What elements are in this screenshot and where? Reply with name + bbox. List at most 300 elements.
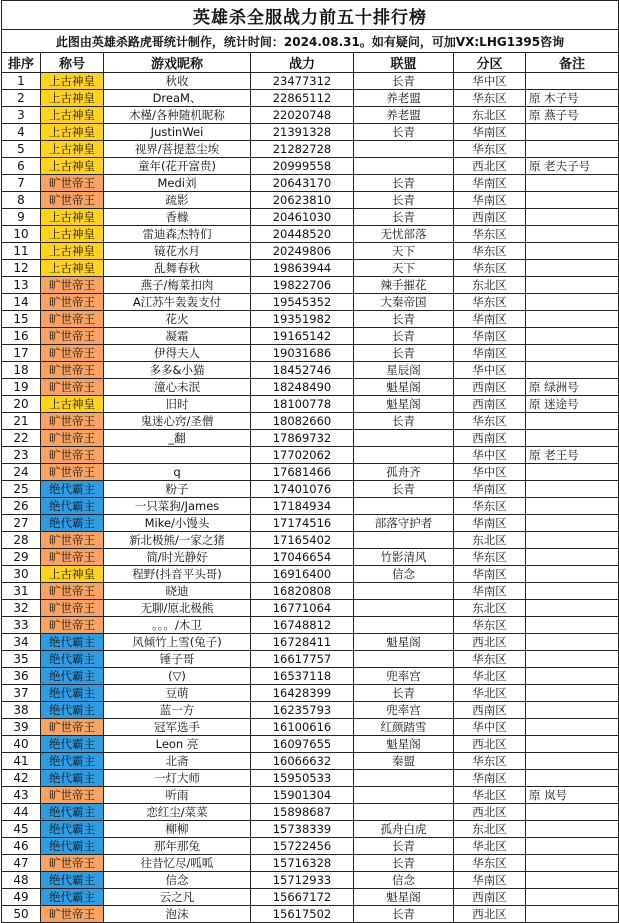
header-league: 联盟	[354, 53, 454, 73]
zone-cell: 华南区	[454, 175, 526, 192]
league-cell: 养老盟	[354, 107, 454, 124]
power-cell: 19031686	[251, 345, 354, 362]
zone-cell: 西南区	[454, 379, 526, 396]
note-cell	[526, 872, 619, 889]
rank-cell: 28	[2, 532, 41, 549]
rank-cell: 34	[2, 634, 41, 651]
rank-cell: 23	[2, 447, 41, 464]
table-row	[2, 566, 619, 583]
nickname-cell: DreaM、	[104, 90, 251, 107]
league-cell: 长青	[354, 413, 454, 430]
power-cell: 16097655	[251, 736, 354, 753]
nickname-cell: 恋红尘/菜菜	[104, 804, 251, 821]
power-cell: 20643170	[251, 175, 354, 192]
league-cell	[354, 651, 454, 668]
note-cell	[526, 685, 619, 702]
table-row	[2, 345, 619, 362]
title-badge: 绝代霸主	[41, 481, 104, 498]
nickname-cell: 旧时	[104, 396, 251, 413]
nickname-cell: 简/时光静好	[104, 549, 251, 566]
power-cell: 16428399	[251, 685, 354, 702]
table-row	[2, 464, 619, 481]
nickname-cell: 程野(抖音平头哥)	[104, 566, 251, 583]
league-cell: 长青	[354, 311, 454, 328]
power-cell: 15617502	[251, 906, 354, 923]
table-row	[2, 872, 619, 889]
note-cell	[526, 566, 619, 583]
nickname-cell: 晓迪	[104, 583, 251, 600]
nickname-cell: 一只菜狗/James	[104, 498, 251, 515]
zone-cell: 华东区	[454, 141, 526, 158]
table-row	[2, 889, 619, 906]
rank-cell: 37	[2, 685, 41, 702]
note-cell	[526, 175, 619, 192]
note-cell	[526, 583, 619, 600]
note-cell	[526, 753, 619, 770]
rank-cell: 41	[2, 753, 41, 770]
power-cell: 15898687	[251, 804, 354, 821]
rank-cell: 39	[2, 719, 41, 736]
zone-cell: 东北区	[454, 532, 526, 549]
table-row	[2, 277, 619, 294]
rank-cell: 21	[2, 413, 41, 430]
table-row	[2, 736, 619, 753]
zone-cell: 华东区	[454, 294, 526, 311]
table-row	[2, 481, 619, 498]
zone-cell: 华北区	[454, 787, 526, 804]
power-cell: 20461030	[251, 209, 354, 226]
zone-cell: 华南区	[454, 124, 526, 141]
league-cell	[354, 583, 454, 600]
title-badge: 上古神皇	[41, 158, 104, 175]
title-badge: 上古神皇	[41, 226, 104, 243]
zone-cell: 西北区	[454, 804, 526, 821]
note-cell	[526, 617, 619, 634]
header-note: 备注	[526, 53, 619, 73]
rank-cell: 27	[2, 515, 41, 532]
table-row	[2, 175, 619, 192]
power-cell: 17401076	[251, 481, 354, 498]
power-cell: 16235793	[251, 702, 354, 719]
power-cell: 18248490	[251, 379, 354, 396]
title-badge: 旷世帝王	[41, 464, 104, 481]
nickname-cell: 柳柳	[104, 821, 251, 838]
nickname-cell: 豆萌	[104, 685, 251, 702]
nickname-cell: 童年(花开富贵)	[104, 158, 251, 175]
nickname-cell: 泡沫	[104, 906, 251, 923]
page-title: 英雄杀全服战力前五十排行榜	[2, 1, 619, 30]
power-cell: 16771064	[251, 600, 354, 617]
zone-cell: 华东区	[454, 413, 526, 430]
zone-cell: 西南区	[454, 430, 526, 447]
note-cell	[526, 515, 619, 532]
note-cell	[526, 464, 619, 481]
league-cell: 长青	[354, 906, 454, 923]
rank-cell: 3	[2, 107, 41, 124]
table-row	[2, 583, 619, 600]
zone-cell: 华东区	[454, 90, 526, 107]
title-badge: 上古神皇	[41, 107, 104, 124]
note-cell	[526, 481, 619, 498]
nickname-cell: 视界/菩提惹尘埃	[104, 141, 251, 158]
nickname-cell: 多多&小猫	[104, 362, 251, 379]
zone-cell: 华南区	[454, 481, 526, 498]
zone-cell: 华南区	[454, 583, 526, 600]
nickname-cell: 乱舞春秋	[104, 260, 251, 277]
title-badge: 绝代霸主	[41, 702, 104, 719]
title-badge: 旷世帝王	[41, 362, 104, 379]
rank-cell: 11	[2, 243, 41, 260]
league-cell: 部落守护者	[354, 515, 454, 532]
nickname-cell: 无聊/原北极熊	[104, 600, 251, 617]
zone-cell: 华中区	[454, 362, 526, 379]
table-row	[2, 413, 619, 430]
note-cell: 原 老夫子号	[526, 158, 619, 175]
title-badge: 上古神皇	[41, 209, 104, 226]
power-cell: 22865112	[251, 90, 354, 107]
title-badge: 绝代霸主	[41, 889, 104, 906]
title-badge: 绝代霸主	[41, 515, 104, 532]
power-cell: 16617757	[251, 651, 354, 668]
power-cell: 16537118	[251, 668, 354, 685]
league-cell	[354, 532, 454, 549]
power-cell: 17681466	[251, 464, 354, 481]
league-cell: 大秦帝国	[354, 294, 454, 311]
note-cell	[526, 600, 619, 617]
note-cell: 原 木子号	[526, 90, 619, 107]
title-badge: 绝代霸主	[41, 838, 104, 855]
rank-cell: 17	[2, 345, 41, 362]
league-cell: 兜率宫	[354, 702, 454, 719]
title-badge: 上古神皇	[41, 141, 104, 158]
title-badge: 绝代霸主	[41, 872, 104, 889]
table-row	[2, 753, 619, 770]
nickname-cell: 镜花水月	[104, 243, 251, 260]
rank-cell: 8	[2, 192, 41, 209]
nickname-cell: Medi刘	[104, 175, 251, 192]
league-cell: 长青	[354, 192, 454, 209]
nickname-cell: 北斋	[104, 753, 251, 770]
zone-cell: 华东区	[454, 753, 526, 770]
nickname-cell: 花火	[104, 311, 251, 328]
rank-cell: 12	[2, 260, 41, 277]
zone-cell: 华东区	[454, 855, 526, 872]
power-cell: 15712933	[251, 872, 354, 889]
power-cell: 22020748	[251, 107, 354, 124]
table-row	[2, 498, 619, 515]
note-cell: 原 燕子号	[526, 107, 619, 124]
table-row	[2, 770, 619, 787]
power-cell: 20448520	[251, 226, 354, 243]
league-cell: 长青	[354, 73, 454, 90]
rank-cell: 33	[2, 617, 41, 634]
zone-cell: 华北区	[454, 838, 526, 855]
table-row	[2, 447, 619, 464]
note-cell	[526, 736, 619, 753]
title-badge: 旷世帝王	[41, 719, 104, 736]
league-cell: 星辰阁	[354, 362, 454, 379]
league-cell: 魁星阁	[354, 736, 454, 753]
power-cell: 15950533	[251, 770, 354, 787]
power-cell: 16748812	[251, 617, 354, 634]
table-row	[2, 158, 619, 175]
power-cell: 20249806	[251, 243, 354, 260]
power-cell: 17174516	[251, 515, 354, 532]
nickname-cell: 风倾竹上雪(兔子)	[104, 634, 251, 651]
zone-cell: 华南区	[454, 311, 526, 328]
title-badge: 旷世帝王	[41, 277, 104, 294]
zone-cell: 华东区	[454, 260, 526, 277]
zone-cell: 华东区	[454, 243, 526, 260]
title-badge: 旷世帝王	[41, 855, 104, 872]
rank-cell: 31	[2, 583, 41, 600]
zone-cell: 华南区	[454, 328, 526, 345]
title-badge: 绝代霸主	[41, 685, 104, 702]
table-row	[2, 209, 619, 226]
league-cell: 辣手摧花	[354, 277, 454, 294]
note-cell	[526, 430, 619, 447]
header-zone: 分区	[454, 53, 526, 73]
header-rank: 排序	[2, 53, 41, 73]
nickname-cell: 往昔忆尽/呱呱	[104, 855, 251, 872]
rank-cell: 47	[2, 855, 41, 872]
nickname-cell: 听雨	[104, 787, 251, 804]
table-body	[2, 73, 619, 923]
league-cell	[354, 141, 454, 158]
note-cell	[526, 413, 619, 430]
header-power: 战力	[251, 53, 354, 73]
rank-cell: 25	[2, 481, 41, 498]
table-row	[2, 243, 619, 260]
table-row	[2, 73, 619, 90]
zone-cell: 华中区	[454, 447, 526, 464]
power-cell: 17165402	[251, 532, 354, 549]
table-row	[2, 532, 619, 549]
title-badge: 上古神皇	[41, 396, 104, 413]
league-cell: 天下	[354, 260, 454, 277]
rank-cell: 4	[2, 124, 41, 141]
nickname-cell: 一灯大师	[104, 770, 251, 787]
title-badge: 旷世帝王	[41, 583, 104, 600]
note-cell	[526, 141, 619, 158]
title-badge: 绝代霸主	[41, 498, 104, 515]
title-badge: 上古神皇	[41, 243, 104, 260]
title-badge: 旷世帝王	[41, 787, 104, 804]
rank-cell: 2	[2, 90, 41, 107]
league-cell: 无忧部落	[354, 226, 454, 243]
note-cell	[526, 549, 619, 566]
header-row	[2, 53, 619, 73]
note-cell	[526, 668, 619, 685]
title-badge: 绝代霸主	[41, 736, 104, 753]
league-cell: 天下	[354, 243, 454, 260]
league-cell	[354, 617, 454, 634]
title-badge: 上古神皇	[41, 566, 104, 583]
title-badge: 上古神皇	[41, 90, 104, 107]
zone-cell: 华北区	[454, 668, 526, 685]
rank-cell: 26	[2, 498, 41, 515]
rank-cell: 9	[2, 209, 41, 226]
note-cell	[526, 719, 619, 736]
zone-cell: 华东区	[454, 549, 526, 566]
rank-cell: 24	[2, 464, 41, 481]
note-cell	[526, 226, 619, 243]
power-cell: 18082660	[251, 413, 354, 430]
nickname-cell: 冠军选手	[104, 719, 251, 736]
table-row	[2, 906, 619, 923]
note-cell: 原 岚号	[526, 787, 619, 804]
rank-cell: 6	[2, 158, 41, 175]
ranking-table	[1, 0, 619, 923]
rank-cell: 10	[2, 226, 41, 243]
rank-cell: 15	[2, 311, 41, 328]
note-cell: 原 绿洲号	[526, 379, 619, 396]
power-cell: 17046654	[251, 549, 354, 566]
power-cell: 19863944	[251, 260, 354, 277]
title-badge: 旷世帝王	[41, 617, 104, 634]
note-cell	[526, 362, 619, 379]
table-row	[2, 192, 619, 209]
table-row	[2, 804, 619, 821]
nickname-cell: _翻	[104, 430, 251, 447]
table-row	[2, 515, 619, 532]
league-cell: 长青	[354, 685, 454, 702]
table-row	[2, 719, 619, 736]
nickname-cell: 信念	[104, 872, 251, 889]
title-badge: 旷世帝王	[41, 192, 104, 209]
zone-cell: 西北区	[454, 736, 526, 753]
note-cell	[526, 889, 619, 906]
table-row	[2, 260, 619, 277]
zone-cell: 西南区	[454, 396, 526, 413]
nickname-cell: 。。。/木卫	[104, 617, 251, 634]
table-row	[2, 311, 619, 328]
rank-cell: 22	[2, 430, 41, 447]
title-badge: 上古神皇	[41, 260, 104, 277]
title-badge: 旷世帝王	[41, 430, 104, 447]
zone-cell: 东北区	[454, 107, 526, 124]
power-cell: 17869732	[251, 430, 354, 447]
nickname-cell: 那年那兔	[104, 838, 251, 855]
league-cell	[354, 600, 454, 617]
power-cell: 15716328	[251, 855, 354, 872]
zone-cell: 华东区	[454, 617, 526, 634]
nickname-cell: 秋收	[104, 73, 251, 90]
rank-cell: 49	[2, 889, 41, 906]
nickname-cell: 疏影	[104, 192, 251, 209]
nickname-cell: 蓝一方	[104, 702, 251, 719]
note-cell	[526, 260, 619, 277]
league-cell	[354, 804, 454, 821]
table-row	[2, 141, 619, 158]
table-row	[2, 787, 619, 804]
rank-cell: 32	[2, 600, 41, 617]
power-cell: 23477312	[251, 73, 354, 90]
league-cell	[354, 498, 454, 515]
nickname-cell: 潼心未泯	[104, 379, 251, 396]
note-cell	[526, 192, 619, 209]
title-badge: 旷世帝王	[41, 549, 104, 566]
title-badge: 旷世帝王	[41, 175, 104, 192]
rank-cell: 29	[2, 549, 41, 566]
zone-cell: 华中区	[454, 73, 526, 90]
rank-cell: 35	[2, 651, 41, 668]
table-row	[2, 685, 619, 702]
power-cell: 15667172	[251, 889, 354, 906]
zone-cell: 华东区	[454, 226, 526, 243]
nickname-cell: 燕子/梅菜扣肉	[104, 277, 251, 294]
power-cell: 19165142	[251, 328, 354, 345]
rank-cell: 1	[2, 73, 41, 90]
league-cell: 长青	[354, 175, 454, 192]
league-cell: 秦盟	[354, 753, 454, 770]
nickname-cell: 凝霜	[104, 328, 251, 345]
league-cell: 长青	[354, 345, 454, 362]
table-row	[2, 396, 619, 413]
table-row	[2, 549, 619, 566]
nickname-cell: Leon 亮	[104, 736, 251, 753]
header-title: 称号	[41, 53, 104, 73]
table-row	[2, 838, 619, 855]
league-cell: 养老盟	[354, 90, 454, 107]
nickname-cell: 伊得夫人	[104, 345, 251, 362]
rank-cell: 45	[2, 821, 41, 838]
table-row	[2, 294, 619, 311]
rank-cell: 40	[2, 736, 41, 753]
nickname-cell: 粉子	[104, 481, 251, 498]
power-cell: 21282728	[251, 141, 354, 158]
title-badge: 旷世帝王	[41, 906, 104, 923]
rank-cell: 50	[2, 906, 41, 923]
title-badge: 绝代霸主	[41, 634, 104, 651]
note-cell	[526, 906, 619, 923]
table-row	[2, 379, 619, 396]
rank-cell: 5	[2, 141, 41, 158]
title-badge: 旷世帝王	[41, 311, 104, 328]
note-cell	[526, 702, 619, 719]
league-cell: 魁星阁	[354, 379, 454, 396]
power-cell: 20623810	[251, 192, 354, 209]
power-cell: 18100778	[251, 396, 354, 413]
league-cell	[354, 430, 454, 447]
rank-cell: 18	[2, 362, 41, 379]
rank-cell: 30	[2, 566, 41, 583]
zone-cell: 西北区	[454, 906, 526, 923]
rank-cell: 44	[2, 804, 41, 821]
note-cell	[526, 821, 619, 838]
note-cell	[526, 311, 619, 328]
league-cell: 长青	[354, 481, 454, 498]
table-row	[2, 107, 619, 124]
title-badge: 绝代霸主	[41, 668, 104, 685]
title-badge: 上古神皇	[41, 124, 104, 141]
note-cell	[526, 277, 619, 294]
league-cell: 长青	[354, 209, 454, 226]
rank-cell: 14	[2, 294, 41, 311]
title-badge: 旷世帝王	[41, 413, 104, 430]
league-cell: 长青	[354, 855, 454, 872]
table-row	[2, 702, 619, 719]
rank-cell: 7	[2, 175, 41, 192]
rank-cell: 43	[2, 787, 41, 804]
zone-cell: 西南区	[454, 702, 526, 719]
power-cell: 20999558	[251, 158, 354, 175]
power-cell: 16066632	[251, 753, 354, 770]
note-cell	[526, 532, 619, 549]
zone-cell: 华中区	[454, 719, 526, 736]
power-cell: 17184934	[251, 498, 354, 515]
power-cell: 17702062	[251, 447, 354, 464]
